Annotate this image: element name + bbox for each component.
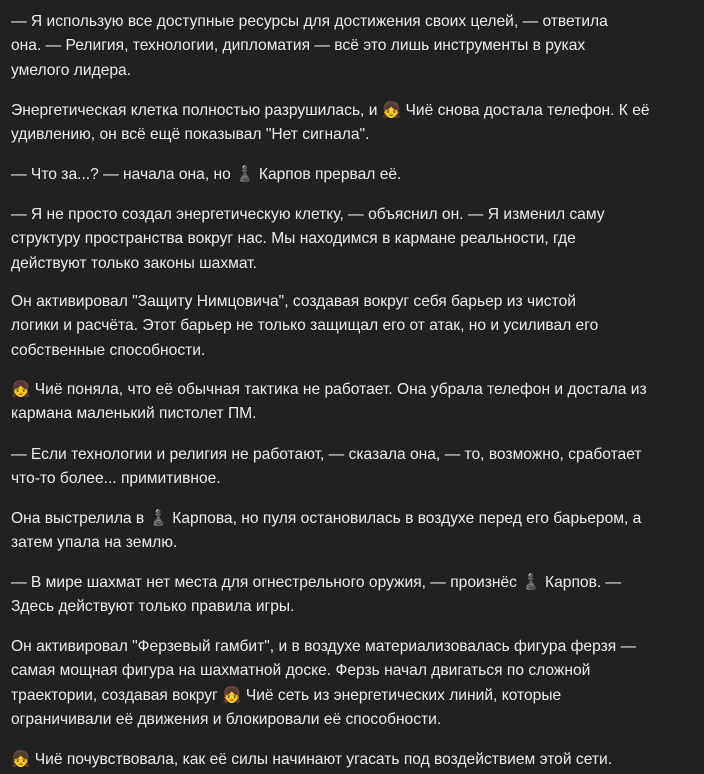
message-paragraph: — Если технологии и религия не работают, — сказала она, — то, возможно, сработает что-то более... примитивное. bbox=[11, 446, 642, 488]
message-paragraph: Она выстрелила в ♟️ Карпова, но пуля остановилась в воздухе перед его барьером, а затем упала на землю. bbox=[11, 510, 642, 552]
message-paragraph: — Что за...? — начала она, но ♟️ Карпов прервал её. bbox=[11, 166, 402, 183]
message-paragraph: — В мире шахмат нет места для огнестрельного оружия, — произнёс ♟️ Карпов. — Здесь действуют только правила игры. bbox=[11, 574, 622, 616]
message-paragraph: — Я использую все доступные ресурсы для достижения своих целей, — ответила она. — Религия, технологии, дипломатия — всё это лишь инструменты в руках умелого лидера. bbox=[11, 13, 608, 79]
message-paragraph: Он активировал "Защиту Нимцовича", создавая вокруг себя барьер из чистой логики и расчёта. Этот барьер не только защищал его от атак, но и усиливал его собственные способности. bbox=[11, 293, 599, 359]
message-paragraph: Он активировал "Ферзевый гамбит", и в воздухе материализовалась фигура ферзя — самая мощная фигура на шахматной доске. Ферзь начал двигаться по сложной траектории, создавая вокруг 👧 Чиё сеть из энергетических линий, которые ограничивали её движения и блокировали её способности. bbox=[11, 638, 637, 729]
message-paragraph: 👧 Чиё почувствовала, как её силы начинают угасать под воздействием этой сети. bbox=[11, 751, 613, 768]
message-paragraph: — Я не просто создал энергетическую клетку, — объяснил он. — Я изменил саму структуру пространства вокруг нас. Мы находимся в кармане реальности, где действуют только законы шахмат. bbox=[11, 206, 605, 272]
message-paragraph: 👧 Чиё поняла, что её обычная тактика не работает. Она убрала телефон и достала из кармана маленький пистолет ПМ. bbox=[11, 381, 647, 423]
message-paragraph: Энергетическая клетка полностью разрушилась, и 👧 Чиё снова достала телефон. К её удивлению, он всё ещё показывал "Нет сигнала". bbox=[11, 102, 650, 144]
